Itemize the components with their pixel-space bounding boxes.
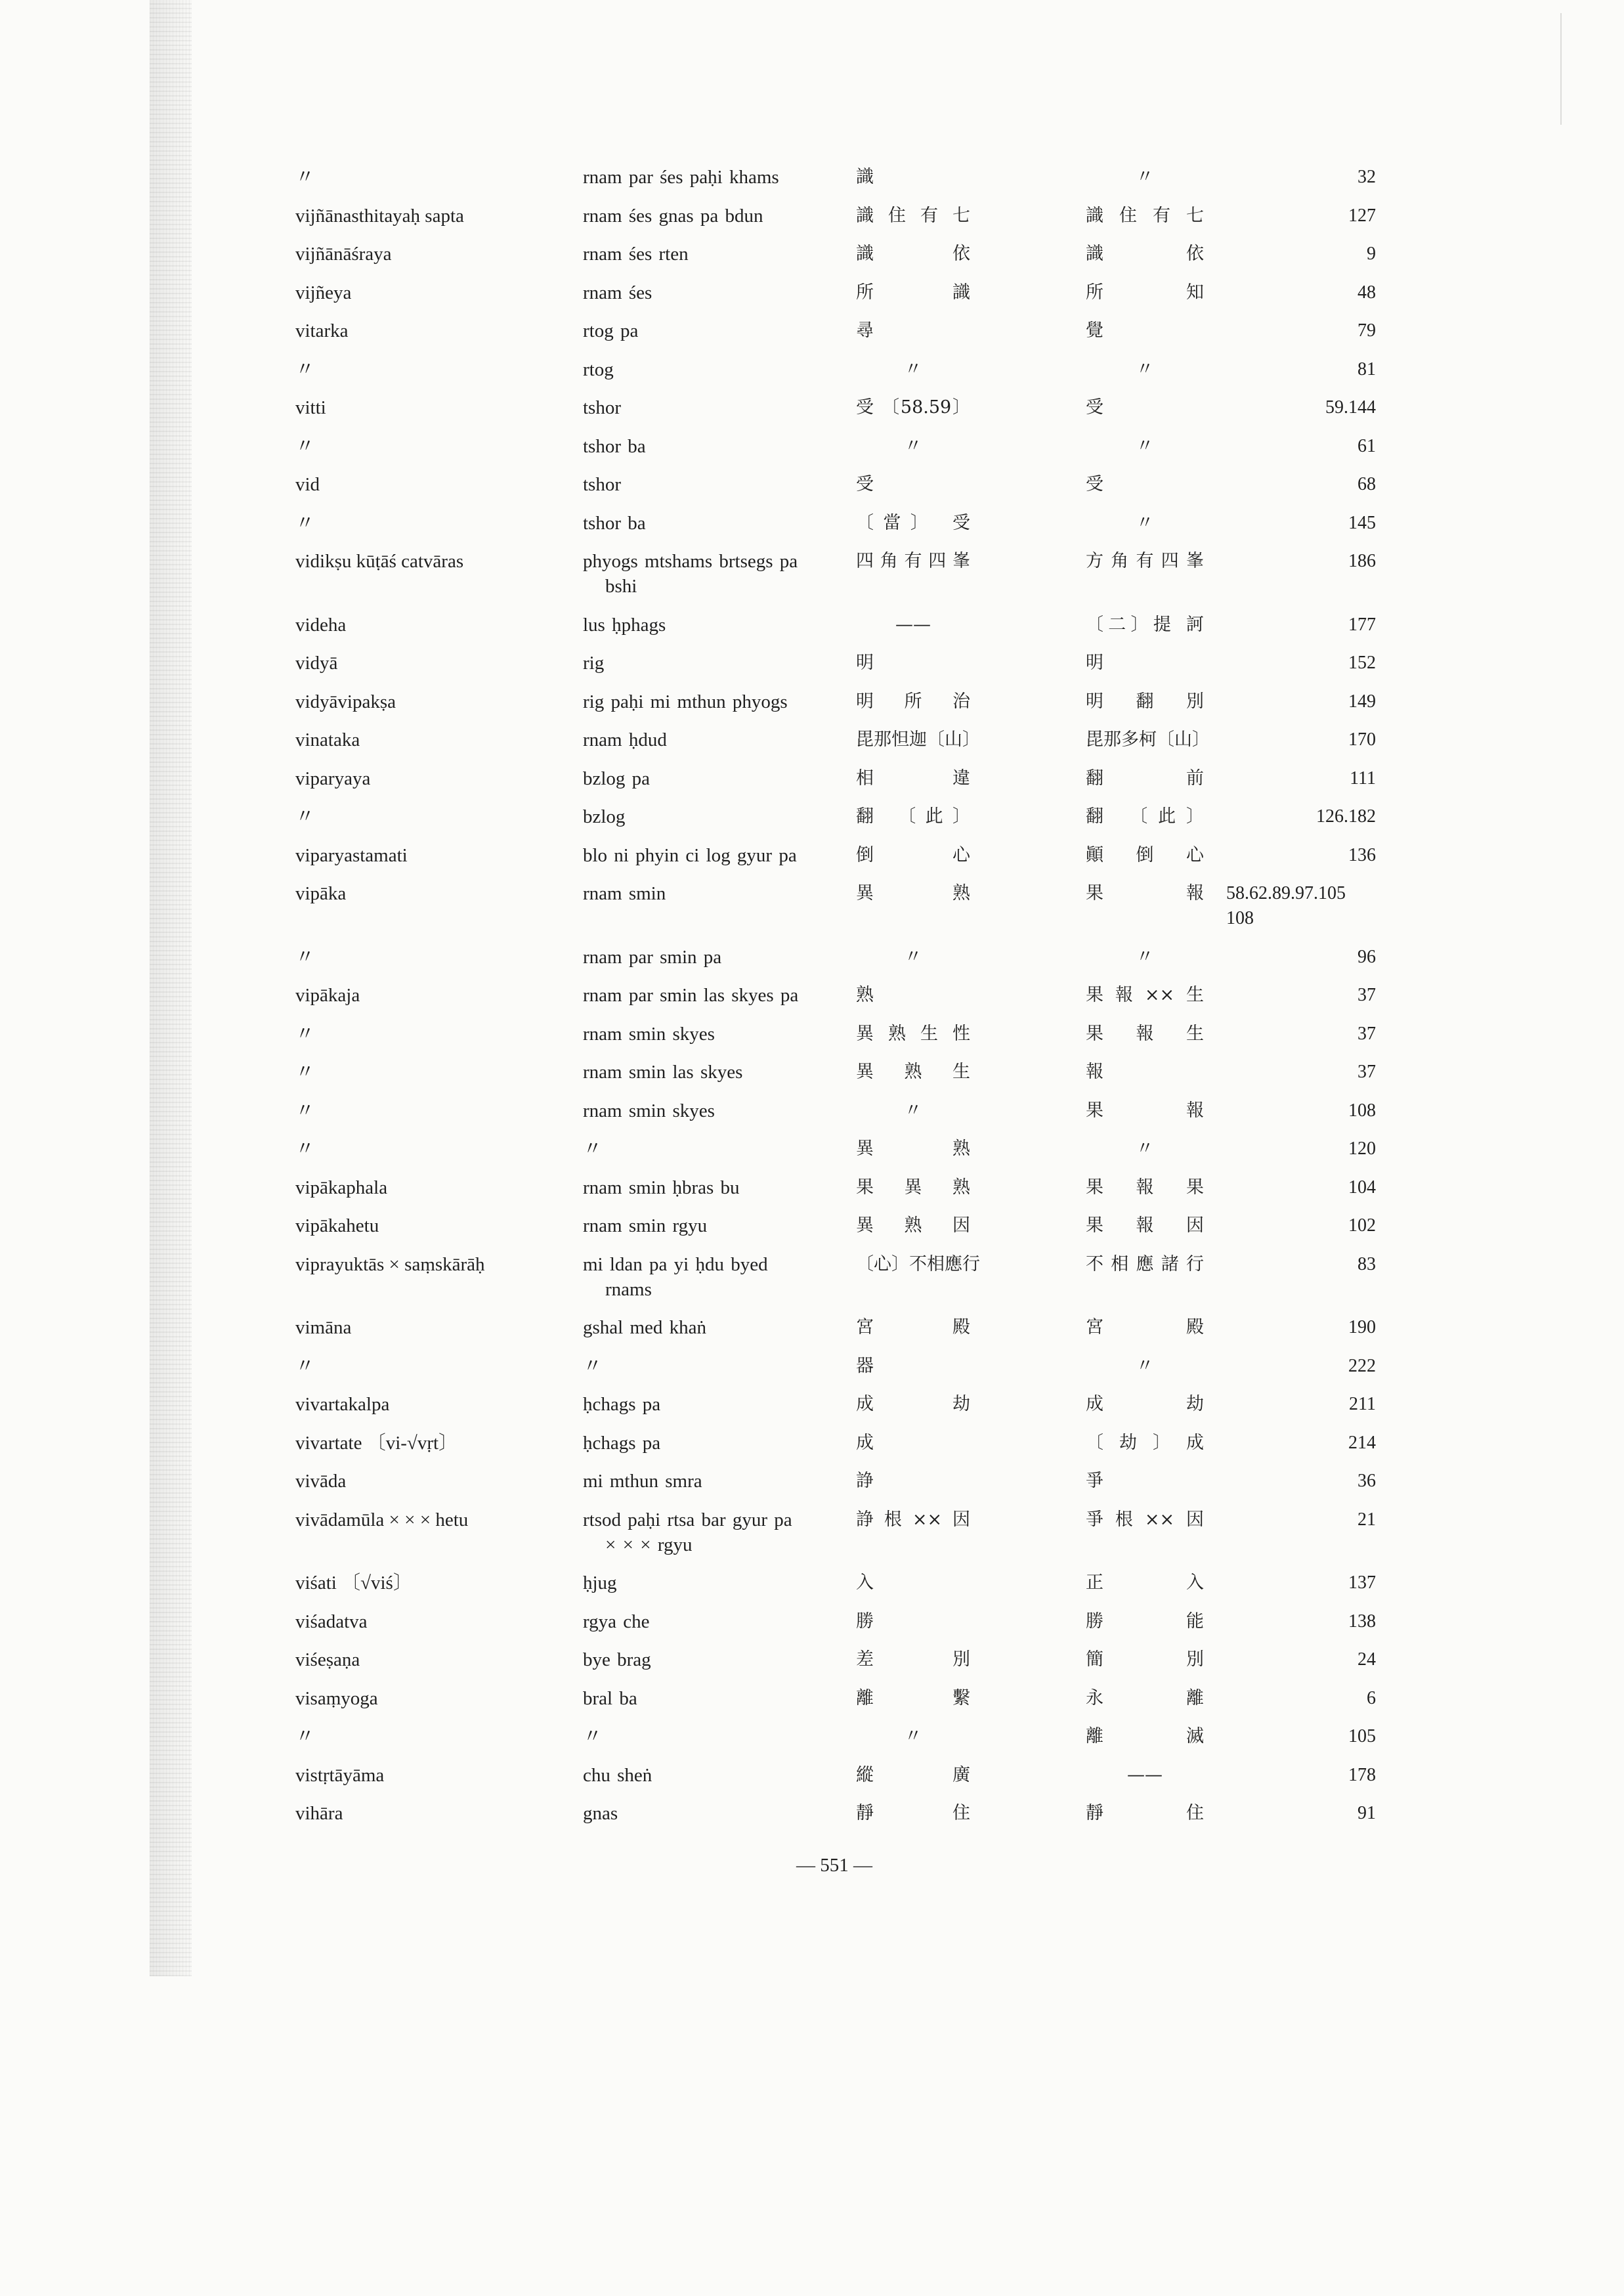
page-ref: 96	[1357, 946, 1376, 967]
sanskrit-term: vimāna	[295, 1317, 352, 1338]
sanskrit-term: 〃	[295, 946, 315, 968]
tibetan-term: 〃	[583, 1138, 603, 1159]
index-entry	[295, 1686, 1376, 1725]
chinese-term-b: 不相應諸行	[1086, 1253, 1204, 1274]
chinese-term-b: 簡 別	[1086, 1649, 1204, 1670]
chinese-term-a: 受 〔58.59〕	[856, 397, 970, 418]
page-ref: 81	[1357, 358, 1376, 379]
page-ref: 145	[1348, 512, 1376, 533]
index-entry	[295, 804, 1376, 843]
chinese-term-a: ——	[895, 614, 931, 635]
index-entry	[295, 881, 1376, 945]
chinese-term-a: 倒 心	[856, 844, 970, 865]
sanskrit-term: vitarka	[295, 320, 349, 341]
sanskrit-term: vipākaphala	[295, 1177, 388, 1198]
chinese-term-a: 翻 〔此〕	[856, 806, 970, 827]
index-entry	[295, 1022, 1376, 1060]
page-ref: 37	[1357, 985, 1376, 1005]
page-ref: 214	[1348, 1432, 1376, 1453]
chinese-term-a: 諍根××因	[856, 1509, 970, 1530]
chinese-term-a: 相 違	[856, 768, 970, 789]
chinese-term-a: 異 熟	[856, 883, 970, 903]
chinese-term-a: 識	[856, 167, 874, 187]
chinese-term-b: 果 報	[1086, 1100, 1204, 1121]
chinese-term-a: 成	[856, 1432, 874, 1453]
page-ref: 126.182	[1316, 806, 1376, 827]
index-entry	[295, 613, 1376, 651]
chinese-term-b: ——	[1127, 1764, 1163, 1785]
chinese-term-b: 離 滅	[1086, 1726, 1204, 1746]
page-ref: 59.144	[1325, 397, 1376, 418]
chinese-term-b: 受	[1086, 397, 1103, 418]
tibetan-term: ḥchags pa	[583, 1432, 661, 1454]
chinese-term-a: 〃	[904, 435, 922, 456]
tibetan-term: rnam śes	[583, 282, 652, 303]
sanskrit-term: 〃	[295, 1023, 315, 1045]
chinese-term-b: 〃	[1136, 1355, 1154, 1376]
index-entry	[295, 1060, 1376, 1098]
chinese-term-b: 爭	[1086, 1471, 1103, 1491]
sanskrit-term: vivartakalpa	[295, 1394, 390, 1415]
chinese-term-a: 〔當〕 受	[856, 512, 970, 533]
sanskrit-term: vistṛtāyāma	[295, 1764, 385, 1786]
sanskrit-term: viparyastamati	[295, 844, 408, 866]
tibetan-term: ḥjug	[583, 1572, 617, 1593]
sanskrit-term: vijñeya	[295, 282, 352, 303]
tibetan-term: rnam śes gnas pa bdun	[583, 205, 763, 227]
chinese-term-a: 毘那怛迦〔山〕	[856, 729, 980, 750]
chinese-term-a: 器	[856, 1355, 874, 1376]
scan-edge-line	[1560, 13, 1562, 125]
page-ref: 190	[1348, 1317, 1376, 1337]
chinese-term-a: 明 所 治	[856, 691, 970, 712]
chinese-term-b: 永 離	[1086, 1687, 1204, 1708]
page-ref: 24	[1357, 1649, 1376, 1670]
index-entry	[295, 1252, 1376, 1316]
tibetan-term: ḥchags pa	[583, 1394, 661, 1415]
page-ref: 102	[1348, 1215, 1376, 1236]
sanskrit-term: vipākaja	[295, 985, 360, 1006]
chinese-term-a: 〃	[904, 358, 922, 379]
sanskrit-term: viśeṣaṇa	[295, 1649, 360, 1670]
sanskrit-term: vivartate 〔vi-√vṛt〕	[295, 1432, 458, 1454]
chinese-term-b: 明	[1086, 653, 1103, 673]
chinese-term-b: 成 劫	[1086, 1394, 1204, 1414]
page-ref: 178	[1348, 1764, 1376, 1785]
index-entry	[295, 1137, 1376, 1175]
page-ref: 111	[1350, 768, 1376, 789]
sanskrit-term: vitti	[295, 397, 326, 418]
sanskrit-term: vidikṣu kūṭāś catvāras	[295, 551, 464, 572]
page-ref: 149	[1348, 691, 1376, 712]
chinese-term-b: 明 翻 別	[1086, 691, 1204, 712]
page-ref: 104	[1348, 1177, 1376, 1198]
tibetan-term: rig	[583, 653, 605, 674]
chinese-term-a: 果 異 熟	[856, 1177, 970, 1198]
chinese-term-b: 宮 殿	[1086, 1317, 1204, 1337]
chinese-term-a: 離 繫	[856, 1687, 970, 1708]
chinese-term-a: 識 住 有 七	[856, 205, 970, 226]
tibetan-term: rnam smin	[583, 883, 666, 904]
sanskrit-term: videha	[295, 614, 347, 636]
sanskrit-term: vinataka	[295, 729, 360, 750]
sanskrit-term: 〃	[295, 512, 315, 534]
index-table	[295, 165, 1376, 1840]
tibetan-term: bzlog	[583, 806, 626, 827]
page-ref: 170	[1348, 729, 1376, 750]
index-entry	[295, 1431, 1376, 1469]
page-ref: 68	[1357, 474, 1376, 494]
page-ref: 37	[1357, 1062, 1376, 1082]
chinese-term-b: 正 入	[1086, 1572, 1204, 1593]
page-ref: 32	[1357, 167, 1376, 187]
index-entry	[295, 1570, 1376, 1609]
chinese-term-a: 縱 廣	[856, 1764, 970, 1785]
page-ref: 186	[1348, 551, 1376, 571]
sanskrit-term: 〃	[295, 806, 315, 827]
sanskrit-term: vidyā	[295, 653, 338, 674]
index-entry	[295, 395, 1376, 434]
index-entry	[295, 1507, 1376, 1571]
index-entry	[295, 357, 1376, 396]
tibetan-term: phyogs mtshams brtsegs pa bshi	[583, 551, 798, 597]
chinese-term-a: 〃	[904, 946, 922, 967]
tibetan-term: tshor	[583, 397, 621, 418]
index-entry	[295, 1647, 1376, 1686]
page-ref: 61	[1357, 435, 1376, 456]
chinese-term-b: 〔劫〕成	[1086, 1432, 1204, 1453]
chinese-term-b: 識 依	[1086, 244, 1204, 264]
index-entry	[295, 1098, 1376, 1137]
sanskrit-term: 〃	[295, 1138, 315, 1159]
index-entry	[295, 472, 1376, 511]
sanskrit-term: vihāra	[295, 1803, 343, 1824]
index-entry	[295, 1609, 1376, 1648]
sanskrit-term: vid	[295, 474, 320, 495]
page-ref: 177	[1348, 614, 1376, 635]
index-entry	[295, 727, 1376, 766]
tibetan-term: lus ḥphags	[583, 614, 666, 636]
chinese-term-a: 異 熟 因	[856, 1215, 970, 1236]
chinese-term-a: 入	[856, 1572, 874, 1593]
sanskrit-term: viśati 〔√viś〕	[295, 1572, 412, 1593]
chinese-term-b: 靜 住	[1086, 1803, 1204, 1823]
page-ref: 137	[1348, 1572, 1376, 1593]
tibetan-term: mi mthun smra	[583, 1471, 702, 1492]
page-ref: 83	[1357, 1253, 1376, 1274]
chinese-term-b: 〃	[1136, 946, 1154, 967]
chinese-term-b: 〔二〕提 訶	[1086, 614, 1204, 635]
tibetan-term: bzlog pa	[583, 768, 651, 789]
tibetan-term: tshor ba	[583, 512, 646, 534]
chinese-term-b: 識 住 有 七	[1086, 205, 1204, 226]
index-entry	[295, 165, 1376, 204]
page-ref: 120	[1348, 1138, 1376, 1159]
index-entry	[295, 1724, 1376, 1763]
page-ref: 79	[1357, 320, 1376, 341]
tibetan-term: bral ba	[583, 1687, 637, 1709]
chinese-term-a: 差 別	[856, 1649, 970, 1670]
chinese-term-b: 毘那多柯〔山〕	[1086, 729, 1210, 750]
page-ref: 21	[1357, 1509, 1376, 1530]
chinese-term-b: 方角有四峯	[1086, 551, 1204, 571]
chinese-term-b: 報	[1086, 1062, 1103, 1082]
index-entry	[295, 1763, 1376, 1802]
chinese-term-b: 勝 能	[1086, 1611, 1204, 1632]
index-entry	[295, 434, 1376, 473]
tibetan-term: 〃	[583, 1355, 603, 1377]
chinese-term-b: 果報××生	[1086, 985, 1204, 1005]
tibetan-term: rnam smin las skyes	[583, 1062, 743, 1083]
index-entry	[295, 1354, 1376, 1393]
sanskrit-term: viprayuktās × saṃskārāḥ	[295, 1253, 485, 1275]
sanskrit-term: viparyaya	[295, 768, 371, 789]
page-ref: 127	[1348, 205, 1376, 226]
sanskrit-term: vipāka	[295, 883, 347, 904]
chinese-term-b: 〃	[1136, 1138, 1154, 1159]
chinese-term-a: 異 熟 生	[856, 1062, 970, 1082]
tibetan-term: tshor ba	[583, 435, 646, 457]
page-ref: 58.62.89.97.105 108	[1226, 883, 1346, 928]
tibetan-term: rnam par smin las skyes pa	[583, 985, 799, 1006]
scan-edge-noise	[150, 0, 192, 1976]
index-entry	[295, 689, 1376, 728]
chinese-term-b: 〃	[1136, 167, 1154, 187]
tibetan-term: rnam par śes paḥi khams	[583, 167, 779, 188]
index-entry	[295, 1175, 1376, 1214]
chinese-term-b: 受	[1086, 474, 1103, 494]
chinese-term-b: 翻 〔此〕	[1086, 806, 1204, 827]
tibetan-term: mi ldan pa yi ḥdu byed rnams	[583, 1253, 768, 1300]
page-ref: 105	[1348, 1726, 1376, 1746]
page-ref: 152	[1348, 653, 1376, 673]
index-entry	[295, 280, 1376, 319]
sanskrit-term: vijñānasthitayaḥ sapta	[295, 205, 464, 227]
index-entry	[295, 1801, 1376, 1840]
sanskrit-term: vijñānāśraya	[295, 244, 392, 265]
chinese-term-b: 果 報 因	[1086, 1215, 1204, 1236]
page-ref: 6	[1367, 1687, 1376, 1708]
tibetan-term: 〃	[583, 1726, 603, 1747]
page-ref: 48	[1357, 282, 1376, 303]
tibetan-term: rgya che	[583, 1611, 650, 1632]
chinese-term-a: 四角有四峯	[856, 551, 970, 571]
page-ref: 91	[1357, 1803, 1376, 1823]
sanskrit-term: 〃	[295, 1062, 315, 1083]
index-entry	[295, 511, 1376, 550]
chinese-term-b: 〃	[1136, 512, 1154, 533]
chinese-term-a: 尋	[856, 320, 874, 341]
index-entry	[295, 242, 1376, 280]
chinese-term-b: 〃	[1136, 435, 1154, 456]
chinese-term-b: 所 知	[1086, 282, 1204, 303]
tibetan-term: rnam smin rgyu	[583, 1215, 708, 1236]
chinese-term-a: 〃	[904, 1726, 922, 1746]
index-entry	[295, 843, 1376, 882]
sanskrit-term: vipākahetu	[295, 1215, 379, 1236]
tibetan-term: rnam smin skyes	[583, 1100, 715, 1121]
chinese-term-a: 靜 住	[856, 1803, 970, 1823]
index-entry	[295, 1315, 1376, 1354]
tibetan-term: rig paḥi mi mthun phyogs	[583, 691, 788, 712]
index-entry	[295, 945, 1376, 984]
chinese-term-a: 成 劫	[856, 1394, 970, 1414]
chinese-term-a: 明	[856, 653, 874, 673]
sanskrit-term: vidyāvipakṣa	[295, 691, 396, 712]
page-ref: 222	[1348, 1355, 1376, 1376]
tibetan-term: rnam par smin pa	[583, 946, 722, 968]
page-ref: 36	[1357, 1471, 1376, 1491]
chinese-term-a: 識 依	[856, 244, 970, 264]
tibetan-term: rnam ḥdud	[583, 729, 667, 750]
tibetan-term: gnas	[583, 1803, 618, 1824]
chinese-term-b: 顚 倒 心	[1086, 844, 1204, 865]
index-entry	[295, 983, 1376, 1022]
chinese-term-b: 〃	[1136, 358, 1154, 379]
chinese-term-b: 爭根××因	[1086, 1509, 1204, 1530]
sanskrit-term: vivādamūla × × × hetu	[295, 1509, 469, 1530]
index-entry	[295, 766, 1376, 805]
chinese-term-b: 覺	[1086, 320, 1103, 341]
sanskrit-term: 〃	[295, 1355, 315, 1377]
chinese-term-a: 所 識	[856, 282, 970, 303]
sanskrit-term: 〃	[295, 358, 315, 380]
chinese-term-a: 異 熟	[856, 1138, 970, 1159]
tibetan-term: rtog	[583, 358, 614, 380]
index-entry	[295, 318, 1376, 357]
page-ref: 138	[1348, 1611, 1376, 1632]
page-number: — 551 —	[796, 1855, 872, 1876]
tibetan-term: rtsod paḥi rtsa bar gyur pa × × × rgyu	[583, 1509, 792, 1555]
page-ref: 9	[1367, 244, 1376, 264]
page-ref: 37	[1357, 1023, 1376, 1044]
page-ref: 108	[1348, 1100, 1376, 1121]
tibetan-term: rtog pa	[583, 320, 639, 341]
tibetan-term: gshal med khaṅ	[583, 1317, 707, 1338]
sanskrit-term: 〃	[295, 167, 315, 188]
chinese-term-a: 熟	[856, 985, 874, 1005]
chinese-term-b: 果 報 果	[1086, 1177, 1204, 1198]
sanskrit-term: 〃	[295, 1726, 315, 1747]
tibetan-term: blo ni phyin ci log gyur pa	[583, 844, 797, 866]
index-entry	[295, 1213, 1376, 1252]
page-ref: 136	[1348, 844, 1376, 865]
index-entry	[295, 204, 1376, 242]
chinese-term-a: 受	[856, 474, 874, 494]
chinese-term-b: 翻 前	[1086, 768, 1204, 789]
tibetan-term: bye brag	[583, 1649, 651, 1670]
chinese-term-a: 諍	[856, 1471, 874, 1491]
tibetan-term: tshor	[583, 474, 621, 495]
sanskrit-term: viśadatva	[295, 1611, 368, 1632]
index-entry	[295, 651, 1376, 689]
chinese-term-a: 〃	[904, 1100, 922, 1121]
chinese-term-b: 果 報	[1086, 883, 1204, 903]
tibetan-term: rnam smin skyes	[583, 1023, 715, 1045]
chinese-term-a: 宮 殿	[856, 1317, 970, 1337]
index-entry	[295, 1392, 1376, 1431]
tibetan-term: rnam śes rten	[583, 244, 689, 265]
chinese-term-b: 果 報 生	[1086, 1023, 1204, 1044]
sanskrit-term: 〃	[295, 435, 315, 457]
chinese-term-a: 異 熟 生 性	[856, 1023, 970, 1044]
index-entry	[295, 549, 1376, 613]
tibetan-term: chu sheṅ	[583, 1764, 652, 1786]
chinese-term-a: 勝	[856, 1611, 874, 1632]
page-ref: 211	[1349, 1394, 1376, 1414]
chinese-term-a: 〔心〕不相應行	[856, 1253, 980, 1274]
sanskrit-term: vivāda	[295, 1471, 347, 1492]
tibetan-term: rnam smin ḥbras bu	[583, 1177, 740, 1198]
sanskrit-term: 〃	[295, 1100, 315, 1121]
index-entry	[295, 1469, 1376, 1507]
sanskrit-term: visaṃyoga	[295, 1687, 378, 1709]
